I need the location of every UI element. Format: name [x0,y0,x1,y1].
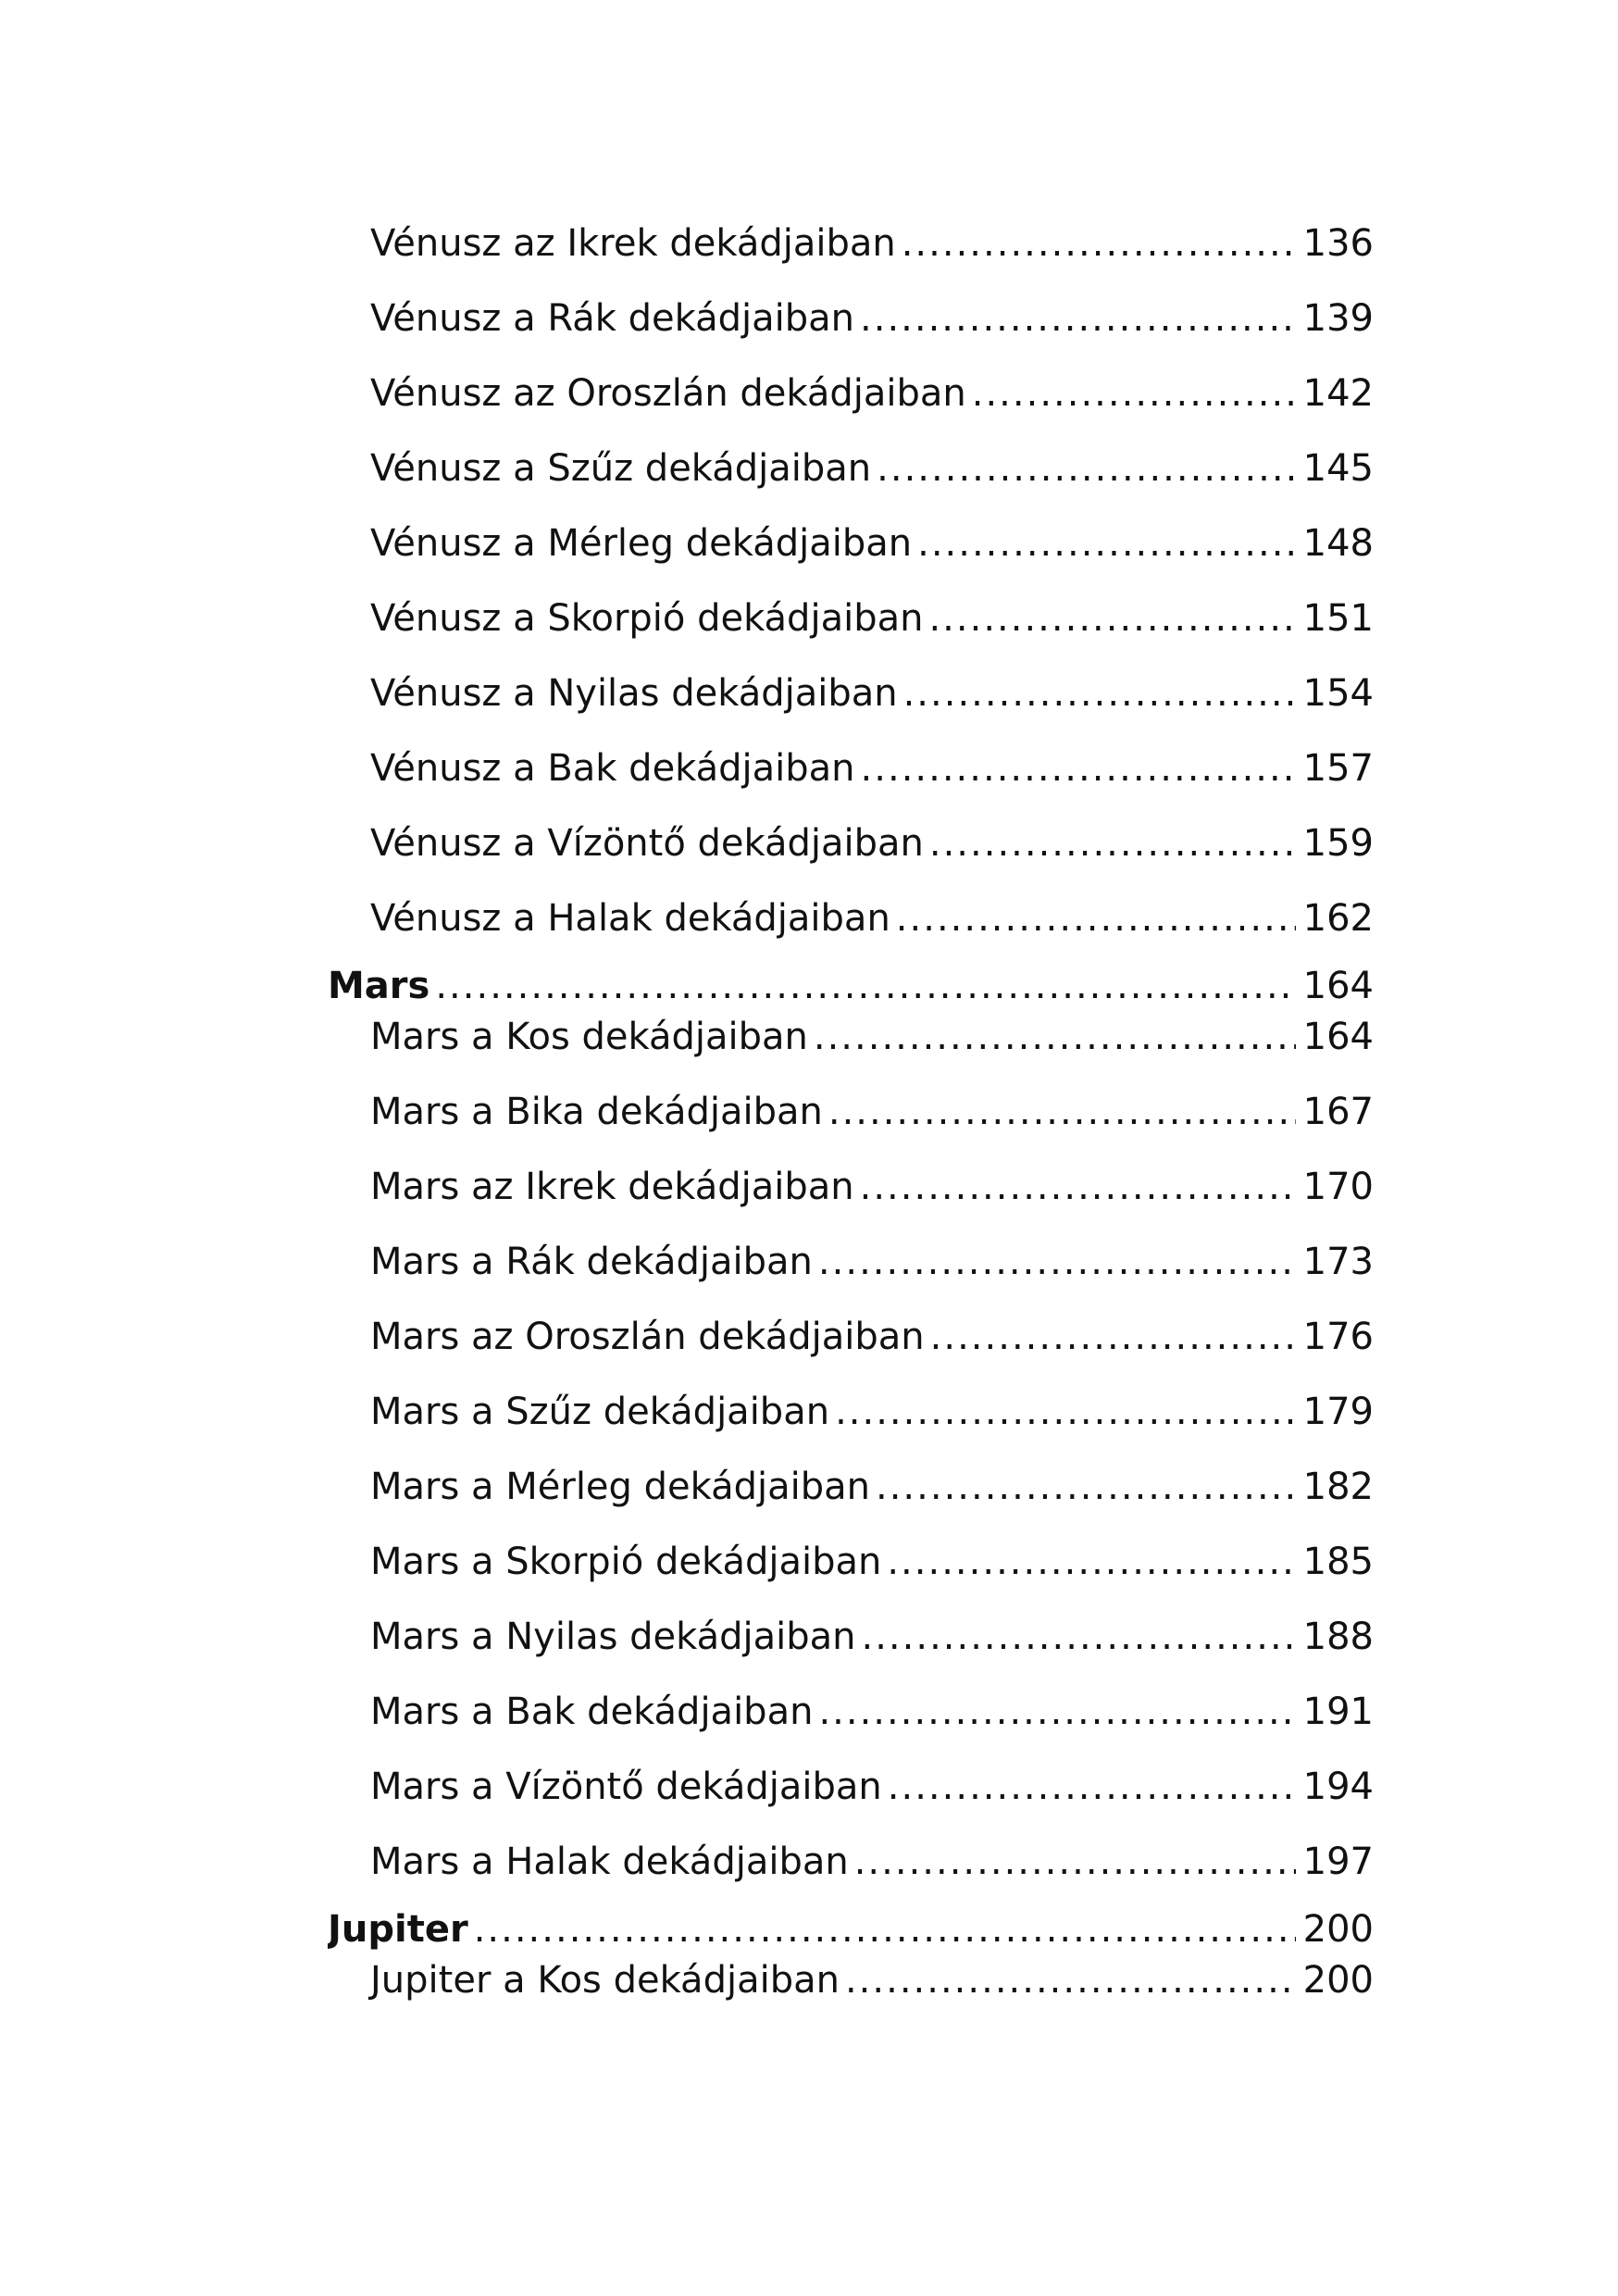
toc-entry-title: Vénusz az Oroszlán dekádjaiban [370,372,966,415]
dot-leader [876,1463,1296,1511]
toc-entry-page: 139 [1302,297,1374,340]
dot-leader [828,1088,1296,1136]
table-of-contents [328,219,1374,2031]
toc-entry[interactable] [328,219,1374,268]
toc-entry[interactable] [328,894,1374,942]
dot-leader [818,1688,1295,1736]
toc-entry[interactable] [328,1763,1374,1811]
toc-entry-page: 151 [1302,597,1374,640]
toc-entry-page: 170 [1302,1166,1374,1208]
toc-entry[interactable] [328,1088,1374,1136]
dot-leader [835,1388,1296,1436]
toc-entry-title: Vénusz a Szűz dekádjaiban [370,447,872,490]
dot-leader [435,962,1295,1010]
toc-entry[interactable] [328,1313,1374,1361]
toc-entry-page: 157 [1302,747,1374,790]
toc-entry-title: Vénusz a Bak dekádjaiban [370,747,855,790]
toc-entry-title: Mars a Skorpió dekádjaiban [370,1541,882,1583]
toc-entry-title: Vénusz a Halak dekádjaiban [370,897,890,940]
toc-entry-page: 173 [1302,1241,1374,1283]
toc-entry-page: 145 [1302,447,1374,490]
toc-entry-title: Mars a Kos dekádjaiban [370,1016,808,1058]
toc-entry[interactable] [328,369,1374,418]
toc-entry-page: 179 [1302,1391,1374,1433]
toc-entry[interactable] [328,519,1374,568]
toc-entry-title: Mars a Vízöntő dekádjaiban [370,1766,882,1808]
dot-leader [930,1313,1296,1361]
toc-entry-page: 200 [1302,1959,1374,2002]
toc-entry-title: Vénusz a Vízöntő dekádjaiban [370,822,924,865]
dot-leader [902,219,1296,268]
toc-entry[interactable] [328,1463,1374,1511]
dot-leader [474,1905,1296,1953]
dot-leader [818,1238,1296,1286]
toc-entry-page: 159 [1302,822,1374,865]
toc-entry[interactable] [328,819,1374,867]
dot-leader [845,1956,1296,2004]
toc-entry[interactable] [328,1163,1374,1211]
toc-entry-page: 154 [1302,672,1374,715]
toc-entry-title: Mars az Ikrek dekádjaiban [370,1166,854,1208]
toc-entry[interactable] [328,744,1374,792]
dot-leader [972,369,1296,418]
toc-entry[interactable] [328,1838,1374,1886]
toc-entry[interactable] [328,1613,1374,1661]
toc-entry-title: Vénusz a Nyilas dekádjaiban [370,672,898,715]
toc-entry-page: 136 [1302,222,1374,265]
toc-entry-title: Mars a Bak dekádjaiban [370,1691,814,1733]
toc-entry-title: Jupiter a Kos dekádjaiban [370,1959,840,2002]
dot-leader [877,444,1295,493]
toc-entry-page: 162 [1302,897,1374,940]
toc-entry-title: Vénusz a Mérleg dekádjaiban [370,522,913,565]
toc-entry-page: 148 [1302,522,1374,565]
toc-chapter-mars[interactable] [328,962,1374,1010]
dot-leader [888,1763,1296,1811]
toc-chapter-jupiter[interactable] [328,1905,1374,1953]
toc-entry-title: Mars a Mérleg dekádjaiban [370,1466,870,1508]
toc-entry-page: 142 [1302,372,1374,415]
toc-chapter-page: 200 [1302,1908,1374,1951]
toc-entry[interactable] [328,1013,1374,1061]
toc-entry[interactable] [328,294,1374,343]
toc-entry[interactable] [328,669,1374,718]
dot-leader [854,1838,1296,1886]
toc-entry-page: 194 [1302,1766,1374,1808]
dot-leader [928,594,1295,643]
toc-entry-title: Mars a Rák dekádjaiban [370,1241,813,1283]
toc-chapter-title: Jupiter [328,1908,468,1951]
toc-entry[interactable] [328,1538,1374,1586]
toc-entry[interactable] [328,1388,1374,1436]
dot-leader [814,1013,1296,1061]
toc-chapter-page: 164 [1302,965,1374,1007]
toc-entry-title: Vénusz a Skorpió dekádjaiban [370,597,924,640]
dot-leader [887,1538,1295,1586]
toc-entry-page: 197 [1302,1841,1374,1883]
dot-leader [929,819,1296,867]
toc-entry-page: 167 [1302,1091,1374,1133]
toc-entry-page: 176 [1302,1316,1374,1358]
dot-leader [860,1163,1296,1211]
toc-entry-title: Mars a Szűz dekádjaiban [370,1391,830,1433]
dot-leader [903,669,1296,718]
toc-entry-page: 182 [1302,1466,1374,1508]
dot-leader [861,744,1296,792]
toc-entry-title: Vénusz a Rák dekádjaiban [370,297,855,340]
toc-chapter-title: Mars [328,965,430,1007]
dot-leader [860,294,1296,343]
toc-entry-title: Mars a Bika dekádjaiban [370,1091,823,1133]
dot-leader [917,519,1296,568]
toc-entry[interactable] [328,594,1374,643]
toc-entry-title: Mars a Halak dekádjaiban [370,1841,849,1883]
toc-entry-title: Vénusz az Ikrek dekádjaiban [370,222,896,265]
toc-entry[interactable] [328,444,1374,493]
toc-entry-page: 185 [1302,1541,1374,1583]
toc-entry-page: 164 [1302,1016,1374,1058]
toc-entry[interactable] [328,1956,1374,2004]
toc-entry-page: 188 [1302,1616,1374,1658]
dot-leader [862,1613,1296,1661]
toc-entry-page: 191 [1302,1691,1374,1733]
toc-entry[interactable] [328,1238,1374,1286]
toc-entry-title: Mars az Oroszlán dekádjaiban [370,1316,925,1358]
dot-leader [896,894,1296,942]
toc-entry[interactable] [328,1688,1374,1736]
toc-entry-title: Mars a Nyilas dekádjaiban [370,1616,856,1658]
